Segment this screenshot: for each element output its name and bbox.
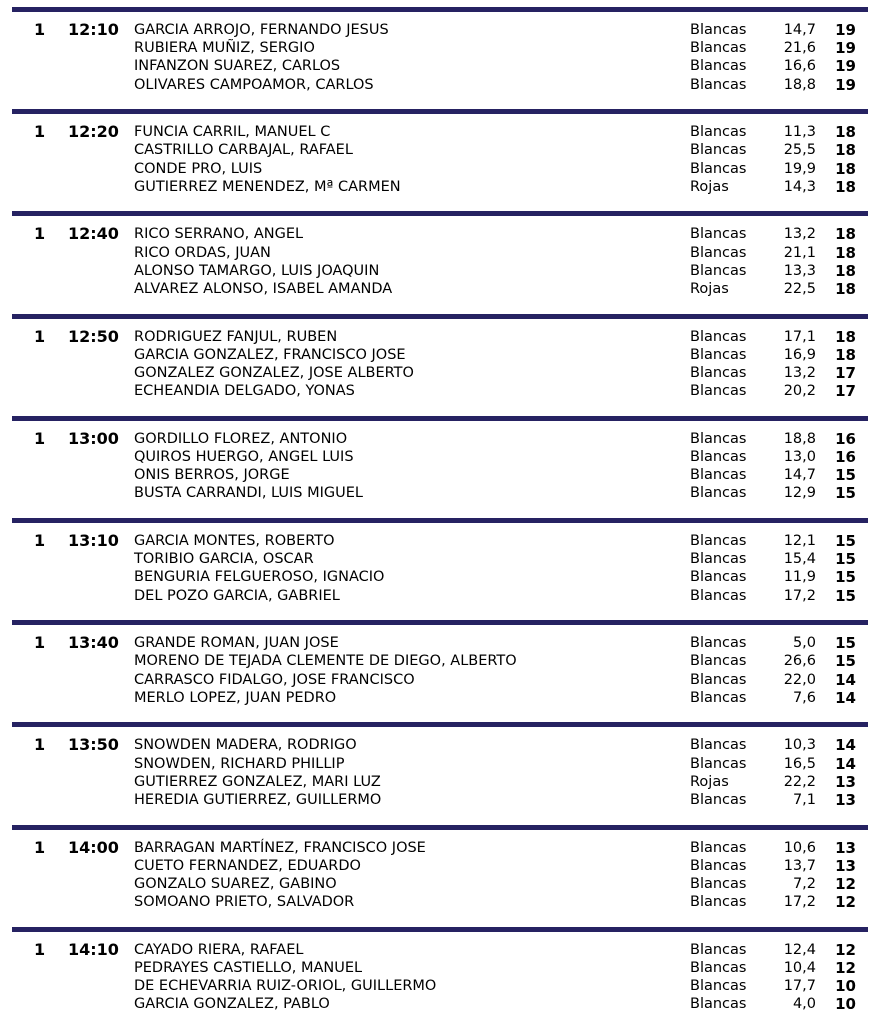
player-name: SOMOANO PRIETO, SALVADOR xyxy=(134,894,355,911)
tee-time-group xyxy=(0,927,882,1029)
group-divider xyxy=(12,211,868,216)
player-row xyxy=(0,160,882,178)
points: 18 xyxy=(835,345,856,364)
points: 10 xyxy=(835,977,856,996)
player-name: ONIS BERROS, JORGE xyxy=(134,467,290,484)
handicap: 14,3 xyxy=(783,178,816,195)
player-row xyxy=(0,587,882,605)
handicap: 17,2 xyxy=(783,894,816,911)
points: 15 xyxy=(835,652,856,671)
handicap: 7,6 xyxy=(792,689,816,706)
player-name: GUTIERREZ GONZALEZ, MARI LUZ xyxy=(134,773,381,790)
points: 19 xyxy=(835,39,856,58)
handicap: 11,9 xyxy=(783,569,816,586)
tee-color: Blancas xyxy=(690,839,747,856)
player-name: GARCIA GONZALEZ, PABLO xyxy=(134,996,330,1013)
group-divider xyxy=(12,7,868,12)
points: 15 xyxy=(835,484,856,503)
tee-time-group xyxy=(0,211,882,313)
player-row xyxy=(0,791,882,809)
handicap: 5,0 xyxy=(792,635,816,652)
tee-color: Blancas xyxy=(690,142,747,159)
player-row xyxy=(0,839,882,857)
player-name: QUIROS HUERGO, ANGEL LUIS xyxy=(134,448,354,465)
points: 12 xyxy=(835,874,856,893)
tee-color: Blancas xyxy=(690,671,747,688)
player-name: SNOWDEN, RICHARD PHILLIP xyxy=(134,755,345,772)
player-row xyxy=(0,328,882,346)
player-name: GONZALEZ GONZALEZ, JOSE ALBERTO xyxy=(134,364,414,381)
group-divider xyxy=(12,109,868,114)
points: 12 xyxy=(835,893,856,912)
points: 18 xyxy=(835,177,856,196)
tee-color: Blancas xyxy=(690,996,747,1013)
player-name: RICO SERRANO, ANGEL xyxy=(134,226,304,243)
handicap: 18,8 xyxy=(783,430,816,447)
group-divider xyxy=(12,620,868,625)
points: 15 xyxy=(835,568,856,587)
points: 18 xyxy=(835,279,856,298)
player-row xyxy=(0,634,882,652)
player-row xyxy=(0,893,882,911)
player-name: GRANDE ROMAN, JUAN JOSE xyxy=(134,635,339,652)
tee-time-group xyxy=(0,314,882,416)
tee-time-group xyxy=(0,620,882,722)
tee-time-group xyxy=(0,416,882,518)
points: 18 xyxy=(835,141,856,160)
handicap: 21,6 xyxy=(783,40,816,57)
handicap: 13,2 xyxy=(783,226,816,243)
player-row xyxy=(0,532,882,550)
handicap: 15,4 xyxy=(783,551,816,568)
points: 18 xyxy=(835,225,856,244)
player-name: RICO ORDAS, JUAN xyxy=(134,244,271,261)
player-name: GARCIA GONZALEZ, FRANCISCO JOSE xyxy=(134,346,406,363)
player-name: ALONSO TAMARGO, LUIS JOAQUIN xyxy=(134,262,380,279)
player-name: GONZALO SUAREZ, GABINO xyxy=(134,875,337,892)
tee-color: Rojas xyxy=(690,280,729,297)
points: 14 xyxy=(835,736,856,755)
handicap: 16,6 xyxy=(783,58,816,75)
tee-color: Blancas xyxy=(690,124,747,141)
points: 13 xyxy=(835,856,856,875)
tee-time-group xyxy=(0,518,882,620)
tee-time-group xyxy=(0,7,882,109)
player-name: MERLO LOPEZ, JUAN PEDRO xyxy=(134,689,337,706)
player-row xyxy=(0,484,882,502)
player-name: CASTRILLO CARBAJAL, RAFAEL xyxy=(134,142,353,159)
points: 12 xyxy=(835,940,856,959)
tee-color: Blancas xyxy=(690,737,747,754)
player-name: SNOWDEN MADERA, RODRIGO xyxy=(134,737,357,754)
handicap: 17,2 xyxy=(783,587,816,604)
handicap: 12,1 xyxy=(783,533,816,549)
tee-time: 12:50 xyxy=(68,326,119,346)
points: 15 xyxy=(835,634,856,653)
points: 13 xyxy=(835,838,856,857)
handicap: 26,6 xyxy=(783,653,816,670)
tee-color: Blancas xyxy=(690,467,747,484)
player-name: FUNCIA CARRIL, MANUEL C xyxy=(134,124,331,141)
tee-color: Rojas xyxy=(690,178,729,195)
player-name: CAYADO RIERA, RAFAEL xyxy=(134,941,304,958)
player-name: ECHEANDIA DELGADO, YONAS xyxy=(134,383,355,400)
group-divider xyxy=(12,927,868,932)
player-name: BENGURIA FELGUEROSO, IGNACIO xyxy=(134,569,385,586)
player-row xyxy=(0,262,882,280)
points: 18 xyxy=(835,159,856,178)
player-name: MORENO DE TEJADA CLEMENTE DE DIEGO, ALBERTO xyxy=(134,653,517,670)
tee-number: 1 xyxy=(34,224,46,244)
handicap: 11,3 xyxy=(783,124,816,141)
player-row xyxy=(0,76,882,94)
points: 18 xyxy=(835,243,856,262)
tee-time: 12:40 xyxy=(68,224,119,244)
player-name: CUETO FERNANDEZ, EDUARDO xyxy=(134,857,361,874)
handicap: 12,9 xyxy=(783,485,816,502)
handicap: 14,7 xyxy=(783,22,816,38)
player-name: GARCIA MONTES, ROBERTO xyxy=(134,533,335,549)
tee-number: 1 xyxy=(34,20,46,39)
points: 13 xyxy=(835,790,856,809)
tee-color: Blancas xyxy=(690,978,747,995)
tee-color: Blancas xyxy=(690,448,747,465)
player-row xyxy=(0,550,882,568)
tee-time-group xyxy=(0,825,882,927)
player-row xyxy=(0,773,882,791)
handicap: 12,4 xyxy=(783,941,816,958)
tee-time: 14:00 xyxy=(68,837,119,857)
player-row xyxy=(0,123,882,141)
points: 17 xyxy=(835,363,856,382)
player-name: CONDE PRO, LUIS xyxy=(134,160,263,177)
tee-color: Blancas xyxy=(690,941,747,958)
handicap: 13,3 xyxy=(783,262,816,279)
tee-color: Blancas xyxy=(690,58,747,75)
handicap: 14,7 xyxy=(783,467,816,484)
tee-color: Blancas xyxy=(690,430,747,447)
tee-time: 12:20 xyxy=(68,122,119,142)
tee-number: 1 xyxy=(34,735,46,755)
tee-time: 14:10 xyxy=(68,939,119,959)
tee-time: 13:10 xyxy=(68,531,119,550)
tee-color: Blancas xyxy=(690,244,747,261)
player-row xyxy=(0,225,882,243)
handicap: 10,3 xyxy=(783,737,816,754)
player-row xyxy=(0,244,882,262)
handicap: 13,2 xyxy=(783,364,816,381)
points: 18 xyxy=(835,261,856,280)
tee-color: Blancas xyxy=(690,364,747,381)
points: 16 xyxy=(835,447,856,466)
player-name: BARRAGAN MARTÍNEZ, FRANCISCO JOSE xyxy=(134,839,426,856)
tee-time: 13:40 xyxy=(68,633,119,653)
handicap: 17,1 xyxy=(783,328,816,345)
player-row xyxy=(0,39,882,57)
player-name: BUSTA CARRANDI, LUIS MIGUEL xyxy=(134,485,363,502)
player-name: PEDRAYES CASTIELLO, MANUEL xyxy=(134,959,363,976)
tee-number: 1 xyxy=(34,837,46,857)
player-row xyxy=(0,652,882,670)
player-row xyxy=(0,448,882,466)
player-row xyxy=(0,178,882,196)
tee-color: Blancas xyxy=(690,689,747,706)
player-row xyxy=(0,875,882,893)
points: 19 xyxy=(835,21,856,39)
tee-time: 13:00 xyxy=(68,428,119,448)
player-row xyxy=(0,346,882,364)
player-row xyxy=(0,466,882,484)
player-row xyxy=(0,568,882,586)
player-name: RODRIGUEZ FANJUL, RUBEN xyxy=(134,328,338,345)
tee-color: Blancas xyxy=(690,40,747,57)
tee-color: Blancas xyxy=(690,533,747,549)
points: 18 xyxy=(835,327,856,346)
handicap: 10,4 xyxy=(783,959,816,976)
player-name: GORDILLO FLOREZ, ANTONIO xyxy=(134,430,348,447)
points: 14 xyxy=(835,670,856,689)
tee-number: 1 xyxy=(34,531,46,550)
player-name: DE ECHEVARRIA RUIZ-ORIOL, GUILLERMO xyxy=(134,978,437,995)
handicap: 25,5 xyxy=(783,142,816,159)
player-row xyxy=(0,959,882,977)
player-row xyxy=(0,857,882,875)
points: 16 xyxy=(835,429,856,448)
points: 17 xyxy=(835,382,856,401)
handicap: 17,7 xyxy=(783,978,816,995)
handicap: 13,0 xyxy=(783,448,816,465)
handicap: 16,5 xyxy=(783,755,816,772)
player-row xyxy=(0,736,882,754)
player-row xyxy=(0,941,882,959)
player-row xyxy=(0,280,882,298)
tee-color: Blancas xyxy=(690,959,747,976)
tee-color: Blancas xyxy=(690,226,747,243)
player-row xyxy=(0,689,882,707)
handicap: 10,6 xyxy=(783,839,816,856)
tee-time: 13:50 xyxy=(68,735,119,755)
player-name: DEL POZO GARCIA, GABRIEL xyxy=(134,587,340,604)
tee-time-group xyxy=(0,722,882,824)
handicap: 22,2 xyxy=(783,773,816,790)
player-name: OLIVARES CAMPOAMOR, CARLOS xyxy=(134,76,374,93)
handicap: 7,2 xyxy=(792,875,816,892)
points: 14 xyxy=(835,754,856,773)
handicap: 13,7 xyxy=(783,857,816,874)
player-name: CARRASCO FIDALGO, JOSE FRANCISCO xyxy=(134,671,415,688)
tee-color: Rojas xyxy=(690,773,729,790)
points: 19 xyxy=(835,75,856,94)
tee-color: Blancas xyxy=(690,875,747,892)
points: 14 xyxy=(835,688,856,707)
handicap: 18,8 xyxy=(783,76,816,93)
tee-color: Blancas xyxy=(690,485,747,502)
tee-number: 1 xyxy=(34,428,46,448)
group-divider xyxy=(12,416,868,421)
player-name: GARCIA ARROJO, FERNANDO JESUS xyxy=(134,22,389,38)
group-divider xyxy=(12,722,868,727)
tee-color: Blancas xyxy=(690,551,747,568)
player-name: ALVAREZ ALONSO, ISABEL AMANDA xyxy=(134,280,393,297)
points: 12 xyxy=(835,958,856,977)
handicap: 19,9 xyxy=(783,160,816,177)
tee-time: 12:10 xyxy=(68,20,119,39)
points: 15 xyxy=(835,586,856,605)
tee-color: Blancas xyxy=(690,755,747,772)
handicap: 21,1 xyxy=(783,244,816,261)
player-row xyxy=(0,671,882,689)
handicap: 22,0 xyxy=(783,671,816,688)
player-row xyxy=(0,57,882,75)
tee-color: Blancas xyxy=(690,894,747,911)
points: 15 xyxy=(835,550,856,569)
player-row xyxy=(0,21,882,39)
handicap: 7,1 xyxy=(792,791,816,808)
player-name: RUBIERA MUÑIZ, SERGIO xyxy=(134,40,315,57)
handicap: 4,0 xyxy=(792,996,816,1013)
points: 19 xyxy=(835,57,856,76)
player-row xyxy=(0,364,882,382)
points: 13 xyxy=(835,772,856,791)
group-divider xyxy=(12,518,868,523)
tee-time-group xyxy=(0,109,882,211)
player-row xyxy=(0,977,882,995)
tee-color: Blancas xyxy=(690,383,747,400)
tee-color: Blancas xyxy=(690,587,747,604)
player-name: INFANZON SUAREZ, CARLOS xyxy=(134,58,341,75)
player-row xyxy=(0,141,882,159)
player-row xyxy=(0,382,882,400)
tee-color: Blancas xyxy=(690,635,747,652)
tee-color: Blancas xyxy=(690,22,747,38)
tee-color: Blancas xyxy=(690,160,747,177)
tee-number: 1 xyxy=(34,939,46,959)
player-name: HEREDIA GUTIERREZ, GUILLERMO xyxy=(134,791,382,808)
points: 15 xyxy=(835,466,856,485)
points: 18 xyxy=(835,123,856,142)
player-name: TORIBIO GARCIA, OSCAR xyxy=(134,551,314,568)
points: 15 xyxy=(835,532,856,550)
tee-color: Blancas xyxy=(690,262,747,279)
handicap: 16,9 xyxy=(783,346,816,363)
tee-color: Blancas xyxy=(690,653,747,670)
group-divider xyxy=(12,825,868,830)
tee-number: 1 xyxy=(34,122,46,142)
tee-number: 1 xyxy=(34,326,46,346)
handicap: 22,5 xyxy=(783,280,816,297)
player-row xyxy=(0,755,882,773)
tee-color: Blancas xyxy=(690,328,747,345)
group-divider xyxy=(12,314,868,319)
handicap: 20,2 xyxy=(783,383,816,400)
tee-color: Blancas xyxy=(690,346,747,363)
points: 10 xyxy=(835,995,856,1014)
player-row xyxy=(0,995,882,1013)
player-row xyxy=(0,430,882,448)
tee-number: 1 xyxy=(34,633,46,653)
tee-color: Blancas xyxy=(690,569,747,586)
player-name: GUTIERREZ MENENDEZ, Mª CARMEN xyxy=(134,178,401,195)
tee-color: Blancas xyxy=(690,857,747,874)
tee-color: Blancas xyxy=(690,76,747,93)
tee-color: Blancas xyxy=(690,791,747,808)
